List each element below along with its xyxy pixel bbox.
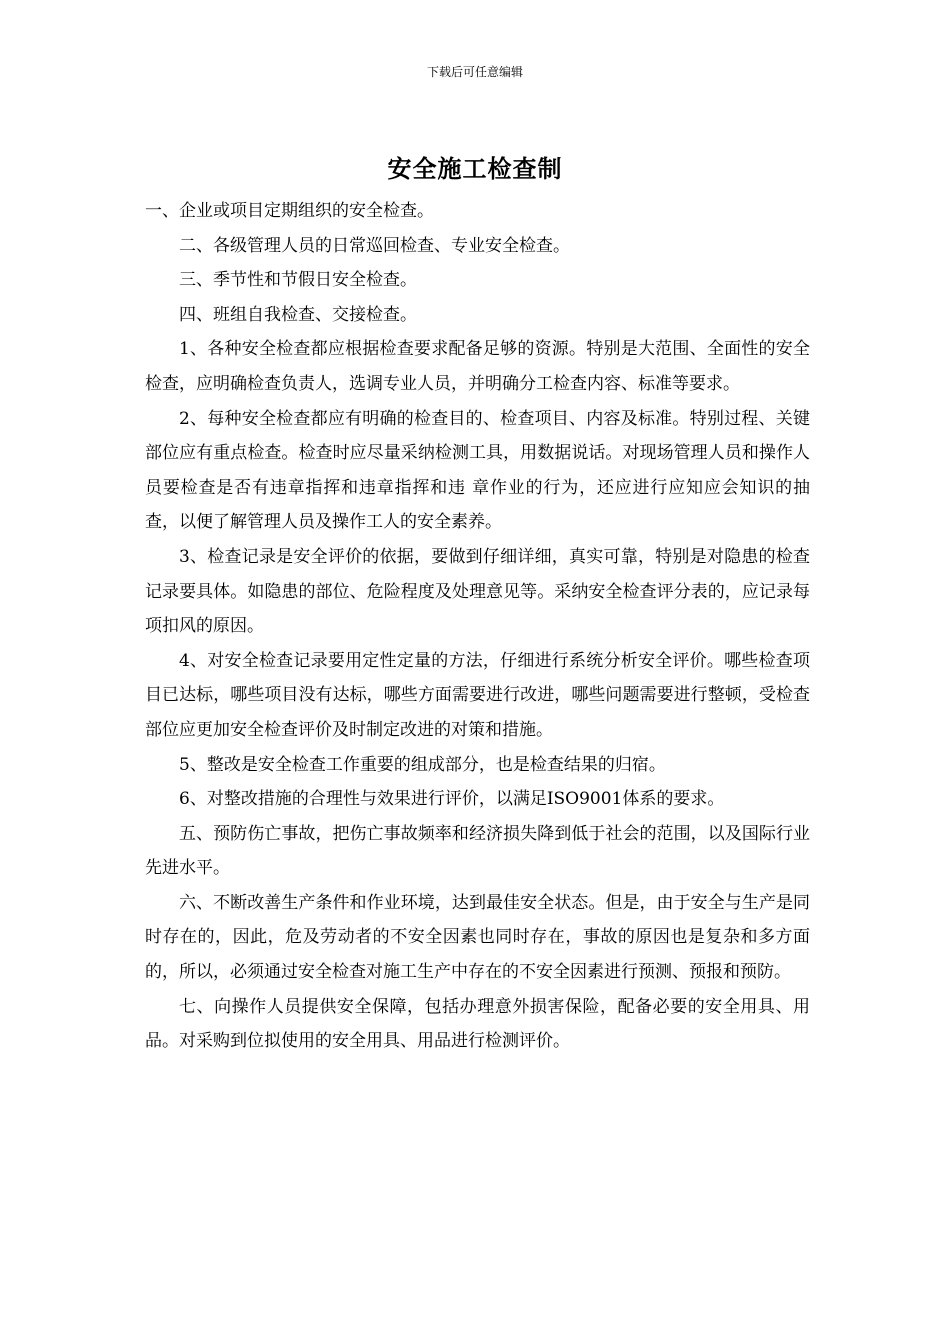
paragraph-8: 4、对安全检查记录要用定性定量的方法，仔细进行系统分析安全评价。哪些检查项目已达标，哪些项目没有达标，哪些方面需要进行改进，哪些问题需要进行整顿，受检查部位应更加安全检查评价及时制定改进的对策和措施。 — [145, 650, 810, 740]
paragraph-11: 五、预防伤亡事故，把伤亡事故频率和经济损失降到低于社会的范围，以及国际行业先进水平。 — [145, 823, 810, 879]
paragraph-7: 3、检查记录是安全评价的依据，要做到仔细详细，真实可靠，特别是对隐患的检查记录要具体。如隐患的部位、危险程度及处理意见等。采纳安全检查评分表的，应记录每项扣风的原因。 — [145, 546, 810, 637]
paragraph-1: 一、企业或项目定期组织的安全检查。 — [145, 201, 434, 221]
paragraph-6: 2、每种安全检查都应有明确的检查目的、检查项目、内容及标准。特别过程、关键部位应有重点检查。检查时应尽量采纳检测工具，用数据说话。对现场管理人员和操作人员要检查是否有违章指挥和违章指挥和违 章作业的行为，还应进行应知应会知识的抽查，以便了解管理人员及操作工人的安全素养。 — [145, 408, 810, 533]
document-body — [145, 194, 810, 1059]
header-note: 下载后可任意编辑 — [426, 65, 523, 79]
paragraph-2: 二、各级管理人员的日常巡回检查、专业安全检查。 — [179, 235, 570, 256]
paragraph-3: 三、季节性和节假日安全检查。 — [179, 270, 417, 291]
paragraph-5: 1、各种安全检查都应根据检查要求配备足够的资源。特别是大范围、全面性的安全检查，应明确检查负责人，选调专业人员，并明确分工检查内容、标准等要求。 — [145, 339, 810, 394]
document-title: 安全施工检查制 — [387, 154, 563, 183]
paragraph-12: 六、不断改善生产条件和作业环境，达到最佳安全状态。但是，由于安全与生产是同时存在的，因此，危及劳动者的不安全因素也同时存在，事故的原因也是复杂和多方面的，所以，必须通过安全检查对施工生产中存在的不安全因素进行预测、预报和预防。 — [145, 892, 810, 983]
paragraph-13: 七、向操作人员提供安全保障，包括办理意外损害保险，配备必要的安全用具、用品。对采购到位拟使用的安全用具、用品进行检测评价。 — [145, 996, 810, 1052]
paragraph-9: 5、整改是安全检查工作重要的组成部分，也是检查结果的归宿。 — [179, 754, 666, 775]
paragraph-4: 四、班组自我检查、交接检查。 — [179, 304, 417, 325]
paragraph-10: 6、对整改措施的合理性与效果进行评价，以满足ISO9001体系的要求。 — [179, 789, 725, 810]
